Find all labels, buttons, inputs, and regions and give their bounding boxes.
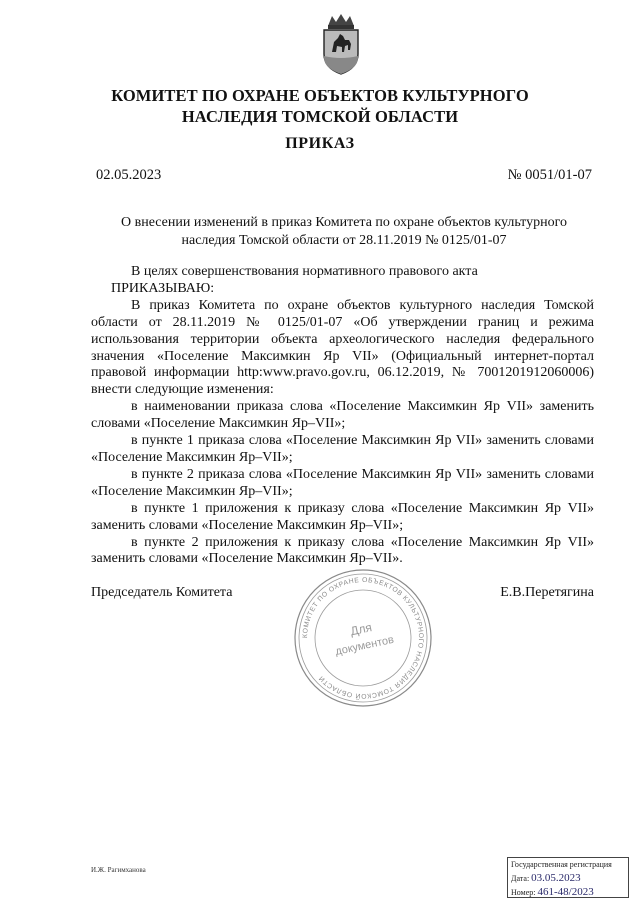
stamp-center-line1: Для: [349, 620, 374, 639]
signatory-name: Е.В.Перетягина: [500, 585, 594, 600]
registration-number: 461-48/2023: [537, 885, 594, 898]
body-paragraph: в пункте 2 приложения к приказу слова «Поселение Максимкин Яр VII» заменить словами «Поселение Максимкин Яр–VII».: [91, 534, 594, 567]
registration-date: 03.05.2023: [531, 871, 581, 884]
org-title-line1: КОМИТЕТ ПО ОХРАНЕ ОБЪЕКТОВ КУЛЬТУРНОГО: [111, 86, 529, 105]
document-number: № 0051/01-07: [507, 167, 592, 183]
document-body: [91, 264, 594, 568]
registration-box: [507, 857, 629, 898]
document-type: ПРИКАЗ: [285, 135, 355, 152]
org-title-line2: НАСЛЕДИЯ ТОМСКОЙ ОБЛАСТИ: [181, 107, 459, 126]
registration-date-label: Дата:: [511, 873, 530, 883]
preamble-paragraph: В целях совершенствования нормативного правового акта: [131, 264, 478, 279]
signatory-title: Председатель Комитета: [91, 585, 233, 600]
organization-title: [60, 85, 580, 127]
document-subject: [96, 214, 592, 250]
body-paragraph: в пункте 1 приказа слова «Поселение Максимкин Яр VII» заменить словами «Поселение Максимкин Яр–VII»;: [91, 433, 594, 465]
registration-number-label: Номер:: [511, 887, 536, 897]
subject-line1: О внесении изменений в приказ Комитета по охране объектов культурного: [120, 215, 568, 230]
body-paragraph: В приказ Комитета по охране объектов культурного наследия Томской области от 28.11.2019 № 0125/01-07 «Об утверждении границ и режима использования территории объекта археологического наследия федерального значения «Поселение Максимкин Яр VII» (Официальный интернет-портал правовой информации http:www.pravo.gov.ru, 06.12.2019, № 7001201912060006) внести следующие изменения:: [91, 297, 594, 398]
official-stamp: [292, 567, 434, 709]
order-word: ПРИКАЗЫВАЮ:: [111, 280, 215, 296]
body-paragraph: в пункте 2 приказа слова «Поселение Максимкин Яр VII» заменить словами «Поселение Максимкин Яр–VII»;: [91, 466, 594, 499]
author-name: И.Ж. Рагимханова: [91, 866, 146, 874]
stamp-ring-text: КОМИТЕТ ПО ОХРАНЕ ОБЪЕКТОВ КУЛЬТУРНОГО НАСЛЕДИЯ ТОМСКОЙ ОБЛАСТИ: [301, 576, 425, 700]
registration-date-row: [511, 872, 628, 886]
registration-title: Государственная регистрация: [511, 860, 612, 869]
tomsk-coat-of-arms-icon: [318, 12, 364, 76]
registration-number-row: [511, 886, 628, 900]
body-paragraph: в пункте 1 приложения к приказу слова «Поселение Максимкин Яр VII» заменить словами «Поселение Максимкин Яр–VII»;: [91, 500, 594, 533]
svg-text:КОМИТЕТ ПО ОХРАНЕ ОБЪЕКТОВ КУЛ: [302, 577, 424, 701]
stamp-center-line2: документов: [334, 633, 396, 658]
body-paragraph: в наименовании приказа слова «Поселение Максимкин Яр VII» заменить словами «Поселение Максимкин Яр–VII»;: [91, 399, 594, 432]
subject-line2: наследия Томской области от 28.11.2019 № 0125/01-07: [181, 233, 507, 248]
document-date: 02.05.2023: [96, 167, 162, 183]
